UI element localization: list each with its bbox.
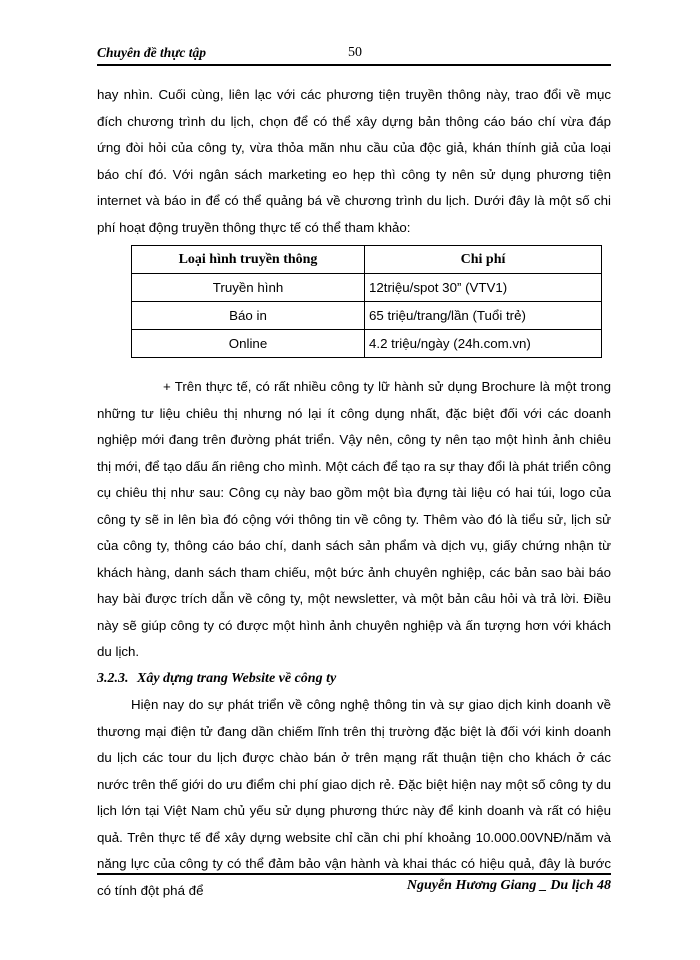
cost-cell: 12triệu/spot 30” (VTV1): [365, 274, 602, 302]
table-row: [132, 274, 602, 302]
section-title: Xây dựng trang Website về công ty: [137, 670, 337, 686]
column-header-media-type: Loại hình truyền thông: [132, 246, 365, 274]
header-divider: [97, 64, 611, 66]
intro-paragraph: hay nhìn. Cuối cùng, liên lạc với các phương tiện truyền thông này, trao đổi về mục đích chương trình du lịch, chọn để có thể xây dựng bản thông cáo báo chí vừa đáp ứng đòi hỏi của công ty, vừa thỏa mãn nhu cầu của độc giả, khán thính giả của loại báo chí đó. Với ngân sách marketing eo hẹp thì công ty nên sử dụng phương tiện internet và báo in để có thể quảng bá về chương trình du lịch. Dưới đây là một số chi phí hoạt động truyền thông thực tế có thể tham khảo:: [97, 87, 611, 235]
media-type-cell: Online: [132, 330, 365, 358]
page-number: 50: [348, 45, 362, 60]
cost-cell: 65 triệu/trang/lần (Tuổi trẻ): [365, 302, 602, 330]
page-body: [97, 82, 611, 904]
section-number: 3.2.3.: [97, 670, 129, 686]
table-row: [132, 302, 602, 330]
page-header: [97, 45, 611, 65]
table-header-row: [132, 246, 602, 274]
section-heading: [97, 666, 611, 693]
media-type-cell: Truyền hình: [132, 274, 365, 302]
footer-author: Nguyễn Hương Giang _ Du lịch 48: [406, 878, 611, 893]
media-cost-table: [131, 245, 602, 358]
media-type-cell: Báo in: [132, 302, 365, 330]
cost-cell: 4.2 triệu/ngày (24h.com.vn): [365, 330, 602, 358]
column-header-cost: Chi phí: [365, 246, 602, 274]
document-title: Chuyên đề thực tập: [97, 45, 206, 60]
footer-divider: [97, 873, 611, 875]
website-paragraph: Hiện nay do sự phát triển về công nghệ thông tin và sự giao dịch kinh doanh về thương mại điện tử đang dần chiếm lĩnh trên thị trường đặc biệt là đối với kinh doanh du lịch các tour du lịch được chào bán ở trên mạng rất thuận tiện cho khách ở các nước trên thế giới do ưu điểm chi phí giao dịch rẻ. Đặc biệt hiện nay một số công ty du lịch lớn tại Việt Nam chủ yếu sử dụng phương thức này để kinh doanh và rất có hiệu quả. Trên thực tế để xây dựng website chỉ cần chi phí khoảng 10.000.00VNĐ/năm và năng lực của công ty có thể đảm bảo vận hành và khai thác có hiệu quả, đây là bước có tính đột phá để: [97, 697, 611, 898]
table-row: [132, 330, 602, 358]
brochure-paragraph: + Trên thực tế, có rất nhiều công ty lữ hành sử dụng Brochure là một trong những tư liệu chiêu thị nhưng nó lại ít công dụng nhất, đặc biệt đối với các doanh nghiệp mới đang trên đường phát triển. Vậy nên, công ty nên tạo một hình ảnh chiêu thị mới, để tạo dấu ấn riêng cho mình. Một cách để tạo ra sự thay đổi là phát triển công cụ chiêu thị như sau: Công cụ này bao gồm một bìa đựng tài liệu có hai túi, logo của công ty sẽ in lên bìa đó cộng với thông tin về công ty. Thêm vào đó là tiểu sử, lịch sử của công ty, thông cáo báo chí, danh sách sản phẩm và dịch vụ, giấy chứng nhận từ khách hàng, danh sách tham chiếu, một bức ảnh chuyên nghiệp, các bản sao bài báo hay bài được trích dẫn về công ty, một newsletter, và một bản câu hỏi và trả lời. Điều này sẽ giúp công ty có được một hình ảnh chuyên nghiệp và ấn tượng hơn với khách du lịch.: [97, 379, 611, 659]
